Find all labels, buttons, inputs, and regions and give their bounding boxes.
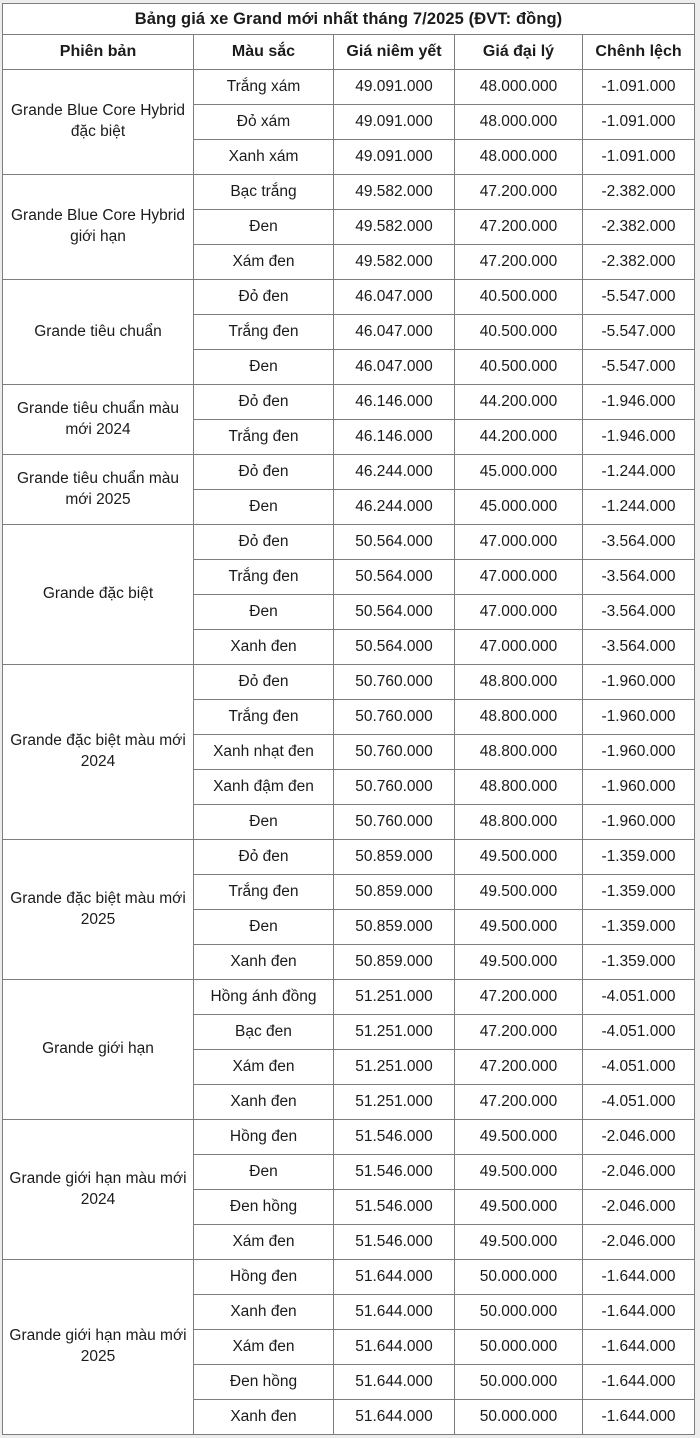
- color-cell: Xám đen: [194, 1330, 334, 1365]
- difference-cell: -5.547.000: [583, 350, 695, 385]
- table-row: [3, 980, 695, 1015]
- table-row: [3, 280, 695, 315]
- dealer-price-cell: 48.000.000: [455, 70, 583, 105]
- difference-cell: -1.960.000: [583, 665, 695, 700]
- dealer-price-cell: 45.000.000: [455, 455, 583, 490]
- version-cell: Grande tiêu chuẩn: [3, 280, 194, 385]
- color-cell: Đỏ đen: [194, 385, 334, 420]
- dealer-price-cell: 47.000.000: [455, 525, 583, 560]
- color-cell: Xám đen: [194, 1050, 334, 1085]
- difference-cell: -1.359.000: [583, 840, 695, 875]
- difference-cell: -1.644.000: [583, 1260, 695, 1295]
- listed-price-cell: 51.546.000: [334, 1155, 455, 1190]
- color-cell: Trắng đen: [194, 875, 334, 910]
- listed-price-cell: 50.859.000: [334, 840, 455, 875]
- dealer-price-cell: 50.000.000: [455, 1260, 583, 1295]
- table-row: [3, 385, 695, 420]
- dealer-price-cell: 50.000.000: [455, 1295, 583, 1330]
- column-header-color: Màu sắc: [194, 35, 334, 70]
- difference-cell: -3.564.000: [583, 525, 695, 560]
- difference-cell: -3.564.000: [583, 630, 695, 665]
- color-cell: Đỏ đen: [194, 455, 334, 490]
- version-cell: Grande giới hạn màu mới 2025: [3, 1260, 194, 1435]
- listed-price-cell: 50.564.000: [334, 595, 455, 630]
- color-cell: Bạc đen: [194, 1015, 334, 1050]
- table-row: [3, 840, 695, 875]
- listed-price-cell: 50.760.000: [334, 700, 455, 735]
- dealer-price-cell: 47.200.000: [455, 175, 583, 210]
- dealer-price-cell: 40.500.000: [455, 315, 583, 350]
- price-table: [2, 3, 695, 1435]
- difference-cell: -1.960.000: [583, 700, 695, 735]
- listed-price-cell: 51.644.000: [334, 1400, 455, 1435]
- listed-price-cell: 49.582.000: [334, 175, 455, 210]
- difference-cell: -2.046.000: [583, 1155, 695, 1190]
- color-cell: Hồng đen: [194, 1120, 334, 1155]
- listed-price-cell: 51.251.000: [334, 1015, 455, 1050]
- dealer-price-cell: 47.200.000: [455, 1050, 583, 1085]
- difference-cell: -1.244.000: [583, 455, 695, 490]
- color-cell: Đen hồng: [194, 1365, 334, 1400]
- color-cell: Xanh nhạt đen: [194, 735, 334, 770]
- dealer-price-cell: 50.000.000: [455, 1330, 583, 1365]
- dealer-price-cell: 44.200.000: [455, 385, 583, 420]
- dealer-price-cell: 49.500.000: [455, 875, 583, 910]
- color-cell: Đỏ đen: [194, 665, 334, 700]
- color-cell: Đen: [194, 490, 334, 525]
- color-cell: Đỏ đen: [194, 840, 334, 875]
- version-cell: Grande Blue Core Hybrid giới hạn: [3, 175, 194, 280]
- version-cell: Grande đặc biệt: [3, 525, 194, 665]
- difference-cell: -1.091.000: [583, 105, 695, 140]
- color-cell: Hồng ánh đồng: [194, 980, 334, 1015]
- listed-price-cell: 50.760.000: [334, 665, 455, 700]
- difference-cell: -1.960.000: [583, 735, 695, 770]
- version-cell: Grande đặc biệt màu mới 2025: [3, 840, 194, 980]
- color-cell: Đen: [194, 210, 334, 245]
- listed-price-cell: 50.760.000: [334, 770, 455, 805]
- listed-price-cell: 49.582.000: [334, 245, 455, 280]
- dealer-price-cell: 45.000.000: [455, 490, 583, 525]
- difference-cell: -4.051.000: [583, 1050, 695, 1085]
- listed-price-cell: 50.859.000: [334, 945, 455, 980]
- listed-price-cell: 51.251.000: [334, 1085, 455, 1120]
- price-table-body: [3, 70, 695, 1435]
- column-header-difference: Chênh lệch: [583, 35, 695, 70]
- listed-price-cell: 51.644.000: [334, 1330, 455, 1365]
- listed-price-cell: 46.047.000: [334, 315, 455, 350]
- table-row: [3, 665, 695, 700]
- color-cell: Trắng đen: [194, 700, 334, 735]
- color-cell: Xanh đen: [194, 1295, 334, 1330]
- color-cell: Xanh đậm đen: [194, 770, 334, 805]
- color-cell: Đen: [194, 805, 334, 840]
- difference-cell: -2.046.000: [583, 1225, 695, 1260]
- color-cell: Đen: [194, 595, 334, 630]
- color-cell: Đen hồng: [194, 1190, 334, 1225]
- listed-price-cell: 51.546.000: [334, 1225, 455, 1260]
- color-cell: Xám đen: [194, 1225, 334, 1260]
- difference-cell: -3.564.000: [583, 595, 695, 630]
- dealer-price-cell: 47.200.000: [455, 1015, 583, 1050]
- difference-cell: -4.051.000: [583, 1085, 695, 1120]
- listed-price-cell: 49.091.000: [334, 105, 455, 140]
- color-cell: Hồng đen: [194, 1260, 334, 1295]
- color-cell: Xanh đen: [194, 1085, 334, 1120]
- dealer-price-cell: 47.200.000: [455, 980, 583, 1015]
- color-cell: Đen: [194, 350, 334, 385]
- dealer-price-cell: 48.800.000: [455, 805, 583, 840]
- difference-cell: -1.644.000: [583, 1295, 695, 1330]
- difference-cell: -1.960.000: [583, 805, 695, 840]
- difference-cell: -1.946.000: [583, 385, 695, 420]
- difference-cell: -1.244.000: [583, 490, 695, 525]
- version-cell: Grande giới hạn: [3, 980, 194, 1120]
- dealer-price-cell: 44.200.000: [455, 420, 583, 455]
- color-cell: Xanh đen: [194, 945, 334, 980]
- version-cell: Grande Blue Core Hybrid đặc biệt: [3, 70, 194, 175]
- listed-price-cell: 50.760.000: [334, 805, 455, 840]
- column-header-listed-price: Giá niêm yết: [334, 35, 455, 70]
- table-title: Bảng giá xe Grand mới nhất tháng 7/2025 (ĐVT: đồng): [3, 4, 695, 35]
- dealer-price-cell: 47.200.000: [455, 245, 583, 280]
- color-cell: Trắng đen: [194, 315, 334, 350]
- dealer-price-cell: 50.000.000: [455, 1365, 583, 1400]
- difference-cell: -1.644.000: [583, 1365, 695, 1400]
- difference-cell: -1.644.000: [583, 1400, 695, 1435]
- table-header-row: [3, 35, 695, 70]
- difference-cell: -1.359.000: [583, 875, 695, 910]
- difference-cell: -5.547.000: [583, 280, 695, 315]
- color-cell: Đen: [194, 1155, 334, 1190]
- color-cell: Trắng đen: [194, 560, 334, 595]
- difference-cell: -2.382.000: [583, 210, 695, 245]
- difference-cell: -2.046.000: [583, 1190, 695, 1225]
- table-row: [3, 70, 695, 105]
- difference-cell: -2.382.000: [583, 245, 695, 280]
- dealer-price-cell: 48.000.000: [455, 105, 583, 140]
- listed-price-cell: 46.244.000: [334, 455, 455, 490]
- dealer-price-cell: 48.800.000: [455, 735, 583, 770]
- color-cell: Xám đen: [194, 245, 334, 280]
- listed-price-cell: 51.644.000: [334, 1295, 455, 1330]
- table-row: [3, 1120, 695, 1155]
- listed-price-cell: 50.564.000: [334, 560, 455, 595]
- dealer-price-cell: 47.200.000: [455, 1085, 583, 1120]
- dealer-price-cell: 48.800.000: [455, 700, 583, 735]
- dealer-price-cell: 49.500.000: [455, 1225, 583, 1260]
- table-row: [3, 175, 695, 210]
- listed-price-cell: 50.564.000: [334, 630, 455, 665]
- color-cell: Đỏ đen: [194, 280, 334, 315]
- listed-price-cell: 46.244.000: [334, 490, 455, 525]
- version-cell: Grande tiêu chuẩn màu mới 2024: [3, 385, 194, 455]
- difference-cell: -1.946.000: [583, 420, 695, 455]
- column-header-version: Phiên bản: [3, 35, 194, 70]
- listed-price-cell: 51.251.000: [334, 1050, 455, 1085]
- dealer-price-cell: 40.500.000: [455, 280, 583, 315]
- difference-cell: -1.644.000: [583, 1330, 695, 1365]
- difference-cell: -3.564.000: [583, 560, 695, 595]
- color-cell: Đỏ đen: [194, 525, 334, 560]
- listed-price-cell: 49.091.000: [334, 140, 455, 175]
- color-cell: Xanh xám: [194, 140, 334, 175]
- dealer-price-cell: 49.500.000: [455, 1120, 583, 1155]
- difference-cell: -1.359.000: [583, 910, 695, 945]
- listed-price-cell: 46.146.000: [334, 385, 455, 420]
- table-row: [3, 455, 695, 490]
- dealer-price-cell: 47.000.000: [455, 560, 583, 595]
- color-cell: Trắng đen: [194, 420, 334, 455]
- dealer-price-cell: 49.500.000: [455, 910, 583, 945]
- dealer-price-cell: 48.000.000: [455, 140, 583, 175]
- dealer-price-cell: 49.500.000: [455, 945, 583, 980]
- difference-cell: -2.046.000: [583, 1120, 695, 1155]
- dealer-price-cell: 50.000.000: [455, 1400, 583, 1435]
- listed-price-cell: 49.582.000: [334, 210, 455, 245]
- difference-cell: -1.960.000: [583, 770, 695, 805]
- table-title-row: [3, 4, 695, 35]
- version-cell: Grande giới hạn màu mới 2024: [3, 1120, 194, 1260]
- difference-cell: -1.091.000: [583, 140, 695, 175]
- difference-cell: -2.382.000: [583, 175, 695, 210]
- table-row: [3, 525, 695, 560]
- listed-price-cell: 46.146.000: [334, 420, 455, 455]
- version-cell: Grande tiêu chuẩn màu mới 2025: [3, 455, 194, 525]
- color-cell: Xanh đen: [194, 1400, 334, 1435]
- dealer-price-cell: 49.500.000: [455, 1155, 583, 1190]
- listed-price-cell: 49.091.000: [334, 70, 455, 105]
- listed-price-cell: 50.760.000: [334, 735, 455, 770]
- color-cell: Xanh đen: [194, 630, 334, 665]
- listed-price-cell: 50.859.000: [334, 910, 455, 945]
- listed-price-cell: 50.564.000: [334, 525, 455, 560]
- column-header-dealer-price: Giá đại lý: [455, 35, 583, 70]
- dealer-price-cell: 48.800.000: [455, 770, 583, 805]
- dealer-price-cell: 49.500.000: [455, 840, 583, 875]
- listed-price-cell: 46.047.000: [334, 350, 455, 385]
- version-cell: Grande đặc biệt màu mới 2024: [3, 665, 194, 840]
- difference-cell: -4.051.000: [583, 1015, 695, 1050]
- dealer-price-cell: 47.000.000: [455, 595, 583, 630]
- color-cell: Đen: [194, 910, 334, 945]
- listed-price-cell: 51.546.000: [334, 1190, 455, 1225]
- table-row: [3, 1260, 695, 1295]
- listed-price-cell: 51.644.000: [334, 1365, 455, 1400]
- dealer-price-cell: 47.000.000: [455, 630, 583, 665]
- dealer-price-cell: 40.500.000: [455, 350, 583, 385]
- color-cell: Đỏ xám: [194, 105, 334, 140]
- difference-cell: -5.547.000: [583, 315, 695, 350]
- color-cell: Trắng xám: [194, 70, 334, 105]
- listed-price-cell: 51.251.000: [334, 980, 455, 1015]
- listed-price-cell: 50.859.000: [334, 875, 455, 910]
- listed-price-cell: 51.546.000: [334, 1120, 455, 1155]
- dealer-price-cell: 48.800.000: [455, 665, 583, 700]
- listed-price-cell: 46.047.000: [334, 280, 455, 315]
- dealer-price-cell: 49.500.000: [455, 1190, 583, 1225]
- color-cell: Bạc trắng: [194, 175, 334, 210]
- difference-cell: -1.359.000: [583, 945, 695, 980]
- dealer-price-cell: 47.200.000: [455, 210, 583, 245]
- difference-cell: -4.051.000: [583, 980, 695, 1015]
- difference-cell: -1.091.000: [583, 70, 695, 105]
- listed-price-cell: 51.644.000: [334, 1260, 455, 1295]
